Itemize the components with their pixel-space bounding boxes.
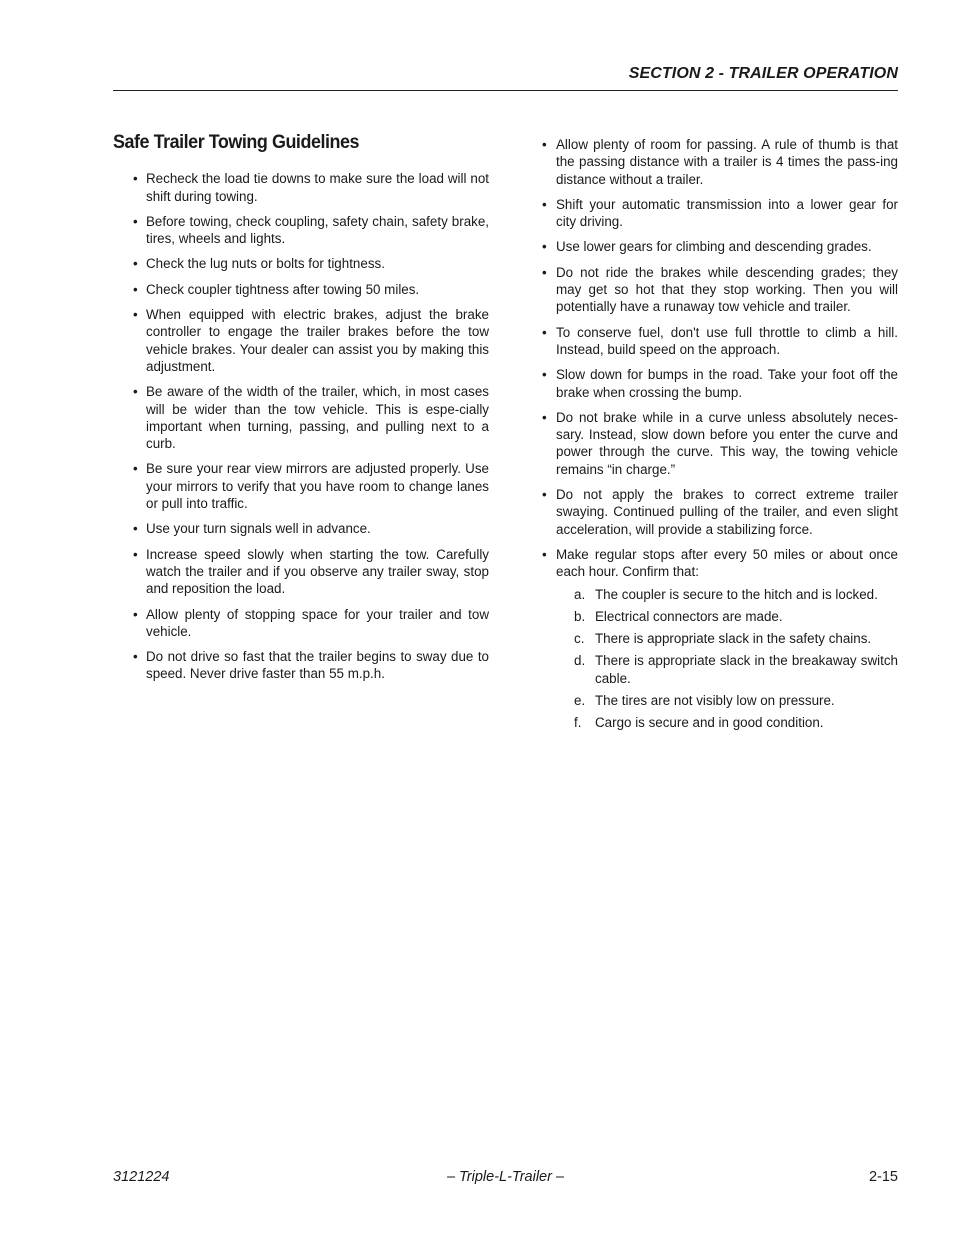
list-item: • Check the lug nuts or bolts for tightness. bbox=[133, 256, 385, 272]
left-column bbox=[113, 131, 489, 691]
section-title: SECTION 2 - TRAILER OPERATION bbox=[628, 65, 898, 82]
bullet-icon: • bbox=[133, 461, 138, 477]
checklist-item: e. The tires are not visibly low on pressure. bbox=[574, 693, 835, 709]
list-item: • When equipped with electric brakes, adjust the brake controller to engage the trailer brakes before the tow vehicle brakes. Your dealer can assist you by making this adjustment. bbox=[133, 307, 489, 374]
left-bullet-list bbox=[113, 170, 489, 682]
list-item: • Use lower gears for climbing and descending grades. bbox=[542, 239, 872, 255]
list-item: • Before towing, check coupling, safety chain, safety brake, tires, wheels and lights. bbox=[133, 213, 489, 247]
bullet-icon: • bbox=[542, 409, 547, 425]
checklist-item: d. There is appropriate slack in the breakaway switch cable. bbox=[574, 653, 898, 686]
page-number: 2-15 bbox=[868, 1169, 898, 1185]
item-letter: c. bbox=[574, 631, 585, 647]
checklist-item: b. Electrical connectors are made. bbox=[574, 608, 783, 624]
list-item: • Make regular stops after every 50 miles or about once each hour. Confirm that: a. The coupler is secure to the hitch and is locked. b. Electrical connectors are made. c. There is appropriate slack in the safety chains. d. There is appropriate slack in the breakaway switch cable. e. The tires are not visibly low on pressure. f. Cargo is secure and in good condition. bbox=[542, 546, 898, 731]
item-letter: b. bbox=[574, 608, 586, 624]
bullet-icon: • bbox=[133, 256, 138, 272]
page-header bbox=[113, 64, 898, 91]
bullet-icon: • bbox=[542, 196, 547, 212]
bullet-icon: • bbox=[133, 307, 138, 323]
list-item: • Be aware of the width of the trailer, which, in most cases will be wider than the tow vehicle. This is espe-cially important when turning, passing, and pulling next to a curb. bbox=[133, 384, 489, 452]
bullet-icon: • bbox=[133, 384, 138, 400]
item-letter: f. bbox=[574, 715, 582, 731]
bullet-icon: • bbox=[542, 137, 547, 152]
list-item: • Be sure your rear view mirrors are adjusted properly. Use your mirrors to verify that you have room to change lanes or pull into traffic. bbox=[133, 461, 489, 512]
bullet-icon: • bbox=[133, 171, 138, 187]
list-item: • Do not ride the brakes while descending grades; they may get so hot that they stop working. Then you will potentially have a runaway tow vehicle and trailer. bbox=[542, 264, 898, 315]
bullet-icon: • bbox=[542, 487, 547, 503]
list-item: • Do not apply the brakes to correct extreme trailer swaying. Continued pulling of the trailer, and even slight acceleration, will provide a stabilizing force. bbox=[542, 487, 898, 537]
bullet-icon: • bbox=[133, 546, 138, 562]
list-item: • To conserve fuel, don't use full throttle to climb a hill. Instead, build speed on the approach. bbox=[542, 324, 898, 357]
bullet-icon: • bbox=[133, 281, 138, 297]
manual-title: – Triple-L-Trailer – bbox=[446, 1169, 565, 1185]
item-letter: d. bbox=[574, 653, 586, 669]
checklist-item: c. There is appropriate slack in the safety chains. bbox=[574, 631, 872, 647]
list-item: • Shift your automatic transmission into a lower gear for city driving. bbox=[542, 196, 898, 230]
checklist-item: f. Cargo is secure and in good condition. bbox=[574, 715, 824, 731]
bullet-icon: • bbox=[542, 324, 547, 340]
confirm-checklist bbox=[556, 586, 898, 732]
section-heading: Safe Trailer Towing Guidelines bbox=[113, 131, 360, 153]
checklist-item: a. The coupler is secure to the hitch and is locked. bbox=[574, 586, 878, 602]
bullet-icon: • bbox=[133, 521, 138, 537]
item-letter: a. bbox=[574, 586, 586, 602]
list-item: • Allow plenty of stopping space for your trailer and tow vehicle. bbox=[133, 606, 489, 639]
item-letter: e. bbox=[574, 693, 586, 709]
bullet-icon: • bbox=[133, 213, 138, 229]
right-column bbox=[540, 136, 898, 740]
list-item: • Slow down for bumps in the road. Take your foot off the brake when crossing the bump. bbox=[542, 367, 898, 400]
list-item: • Recheck the load tie downs to make sure the load will not shift during towing. bbox=[133, 171, 489, 204]
bullet-icon: • bbox=[542, 367, 547, 383]
bullet-icon: • bbox=[542, 264, 547, 280]
document-number: 3121224 bbox=[113, 1169, 170, 1185]
bullet-icon: • bbox=[542, 546, 547, 562]
list-item: • Increase speed slowly when starting the tow. Carefully watch the trailer and if you observe any trailer sway, stop and reposition the load. bbox=[133, 546, 489, 597]
right-bullet-list bbox=[540, 136, 898, 732]
list-item: • Do not brake while in a curve unless absolutely neces-sary. Instead, slow down before you enter the curve and power through the curve. This way, the towing vehicle remains “in charge.” bbox=[542, 409, 898, 477]
list-item: • Allow plenty of room for passing. A rule of thumb is that the passing distance with a trailer is 4 times the pass-ing distance without a trailer. bbox=[542, 137, 898, 187]
bullet-icon: • bbox=[133, 649, 138, 665]
bullet-icon: • bbox=[542, 239, 547, 255]
list-item: • Check coupler tightness after towing 50 miles. bbox=[133, 281, 420, 297]
list-item: • Use your turn signals well in advance. bbox=[133, 521, 371, 537]
list-item: • Do not drive so fast that the trailer begins to sway due to speed. Never drive faster than 55 m.p.h. bbox=[133, 649, 489, 682]
bullet-icon: • bbox=[133, 606, 138, 622]
